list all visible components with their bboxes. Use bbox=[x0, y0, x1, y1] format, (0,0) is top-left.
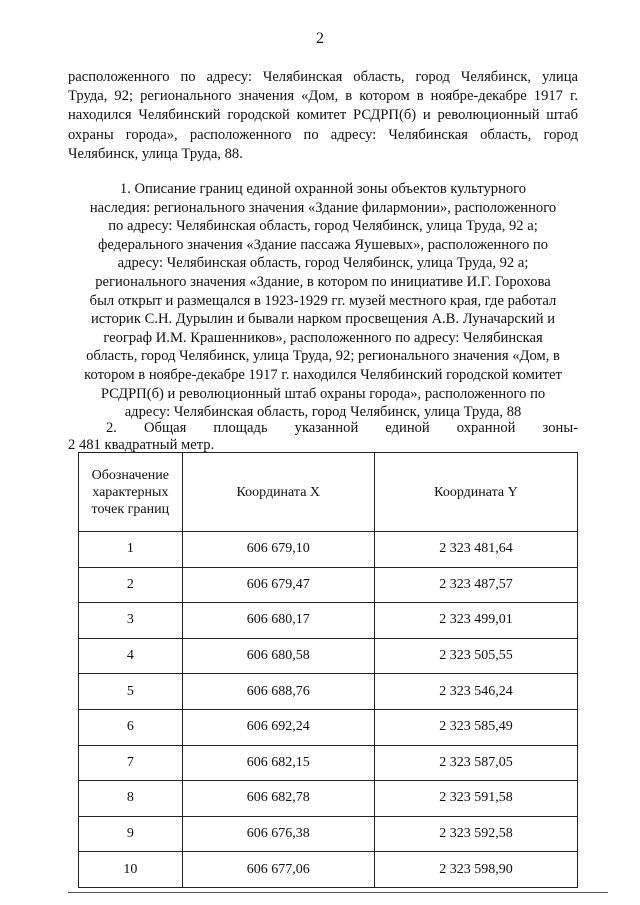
cell-y: 2 323 585,49 bbox=[374, 709, 577, 745]
section2-word: охранной bbox=[456, 420, 516, 436]
table-row bbox=[79, 674, 578, 710]
cell-point: 3 bbox=[79, 603, 183, 639]
table-row bbox=[79, 638, 578, 674]
cell-x: 606 676,38 bbox=[182, 816, 374, 852]
section2-word: площадь bbox=[213, 420, 268, 436]
section1-line: адресу: Челябинская область, город Челябинск, улица Труда, 92 а; bbox=[117, 255, 529, 272]
cell-point: 5 bbox=[79, 674, 183, 710]
cell-y: 2 323 505,55 bbox=[374, 638, 577, 674]
table-row bbox=[79, 709, 578, 745]
section1-line: адресу: Челябинская область, город Челябинск, улица Труда, 88 bbox=[124, 404, 522, 421]
cell-x: 606 679,10 bbox=[182, 532, 374, 568]
cell-point: 9 bbox=[79, 816, 183, 852]
cell-y: 2 323 591,58 bbox=[374, 781, 577, 817]
cell-point: 6 bbox=[79, 709, 183, 745]
footer-divider bbox=[68, 892, 608, 893]
coordinates-table bbox=[78, 452, 578, 888]
section1-line: регионального значения «Здание, в котором по инициативе И.Г. Горохова bbox=[95, 273, 551, 290]
section1-line: по адресу: Челябинская область, город Челябинск, улица Труда, 92 а; bbox=[108, 218, 538, 235]
cell-x: 606 682,78 bbox=[182, 781, 374, 817]
cell-y: 2 323 487,57 bbox=[374, 567, 577, 603]
table-header-row bbox=[79, 453, 578, 532]
section1-line: федерального значения «Здание пассажа Яушевых», расположенного по bbox=[97, 236, 549, 253]
cell-y: 2 323 592,58 bbox=[374, 816, 577, 852]
section1-line: область, город Челябинск, улица Труда, 92; регионального значения «Дом, в bbox=[86, 348, 560, 365]
intro-paragraph bbox=[68, 68, 578, 164]
table-row bbox=[79, 781, 578, 817]
intro-line: Челябинск, улица Труда, 88. bbox=[68, 145, 243, 162]
cell-point: 1 bbox=[79, 532, 183, 568]
header-point: Обозначение характерных точек границ bbox=[79, 453, 183, 532]
cell-y: 2 323 587,05 bbox=[374, 745, 577, 781]
page-number: 2 bbox=[316, 30, 324, 47]
cell-x: 606 688,76 bbox=[182, 674, 374, 710]
section1-line: был открыт и размещался в 1923-1929 гг. музей местного края, где работал bbox=[89, 292, 557, 309]
cell-x: 606 680,58 bbox=[182, 638, 374, 674]
table-row bbox=[79, 567, 578, 603]
cell-x: 606 682,15 bbox=[182, 745, 374, 781]
cell-point: 10 bbox=[79, 852, 183, 888]
section1-line: наследия: регионального значения «Здание филармонии», расположенного bbox=[89, 199, 557, 216]
cell-point: 7 bbox=[79, 745, 183, 781]
section1-line: РСДРП(б) и революционный штаб охраны города», расположенного по bbox=[100, 385, 546, 402]
section2-word: Общая bbox=[143, 420, 187, 436]
total-area-line bbox=[68, 420, 578, 437]
cell-y: 2 323 598,90 bbox=[374, 852, 577, 888]
cell-y: 2 323 481,64 bbox=[374, 532, 577, 568]
table-row bbox=[79, 816, 578, 852]
intro-line: находился Челябинский городской комитет РСДРП(б) и революционный штаб bbox=[68, 107, 578, 124]
cell-x: 606 680,17 bbox=[182, 603, 374, 639]
table-row bbox=[79, 745, 578, 781]
section1-line: географ И.М. Крашенников», расположенного по адресу: Челябинская bbox=[103, 329, 543, 346]
cell-point: 2 bbox=[79, 567, 183, 603]
section2-word: 2. bbox=[106, 420, 117, 436]
intro-line: расположенного по адресу: Челябинская область, город Челябинск, улица bbox=[68, 69, 578, 85]
intro-line: Труда, 92; регионального значения «Дом, в котором в ноябре-декабре 1917 г. bbox=[68, 88, 578, 105]
cell-y: 2 323 499,01 bbox=[374, 603, 577, 639]
total-area-value: 2 481 квадратный метр. bbox=[68, 437, 215, 453]
section1-line: 1. Описание границ единой охранной зоны объектов культурного bbox=[119, 181, 527, 197]
cell-x: 606 677,06 bbox=[182, 852, 374, 888]
table-row bbox=[79, 532, 578, 568]
cell-point: 8 bbox=[79, 781, 183, 817]
boundary-description-section bbox=[68, 180, 578, 422]
cell-x: 606 692,24 bbox=[182, 709, 374, 745]
section1-line: котором в ноябре-декабре 1917 г. находился Челябинский городской комитет bbox=[84, 366, 562, 383]
section2-word: зоны- bbox=[542, 420, 578, 436]
total-area-section bbox=[68, 420, 578, 454]
header-coordinate-x: Координата X bbox=[182, 453, 374, 532]
section1-line: историк С.Н. Дурылин и бывали нарком просвещения А.В. Луначарский и bbox=[90, 311, 556, 328]
cell-y: 2 323 546,24 bbox=[374, 674, 577, 710]
cell-point: 4 bbox=[79, 638, 183, 674]
table-row bbox=[79, 603, 578, 639]
cell-x: 606 679,47 bbox=[182, 567, 374, 603]
intro-line: охраны города», расположенного по адресу: Челябинская область, город bbox=[68, 126, 578, 143]
section2-word: указанной bbox=[294, 420, 359, 436]
header-coordinate-y: Координата Y bbox=[374, 453, 577, 532]
section2-word: единой bbox=[385, 420, 430, 436]
table-row bbox=[79, 852, 578, 888]
